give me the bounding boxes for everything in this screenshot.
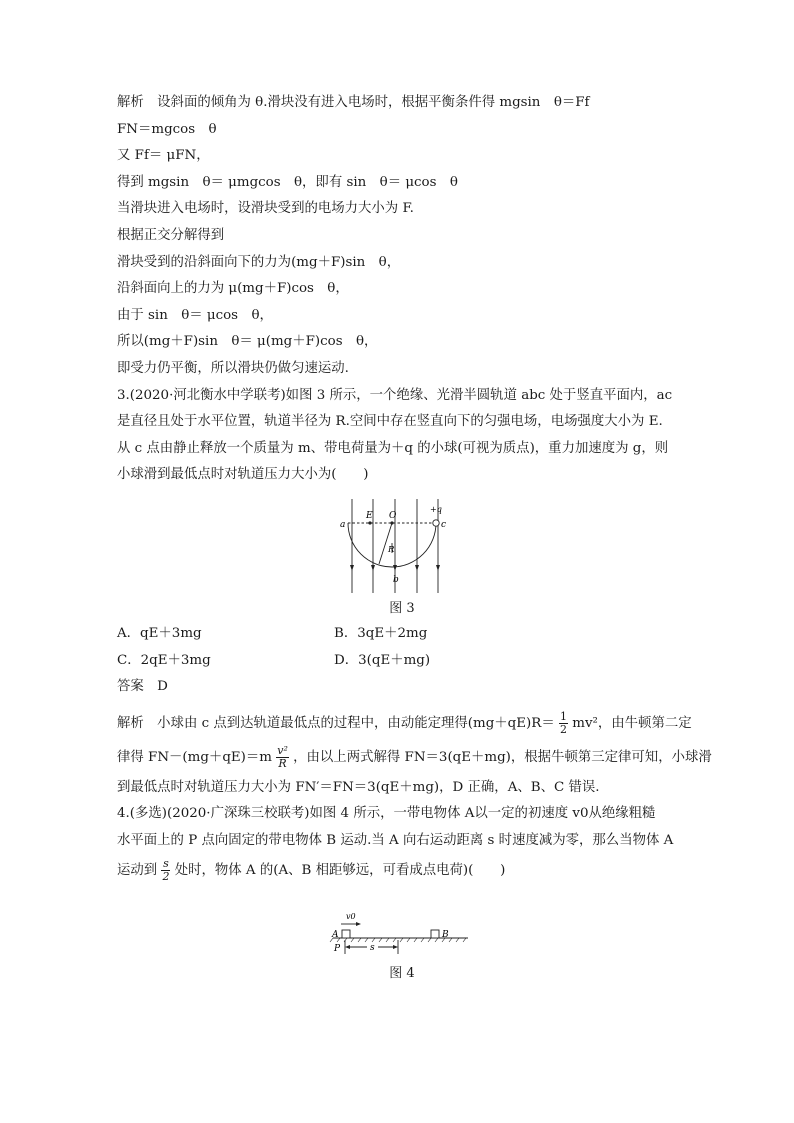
arrowhead bbox=[356, 922, 361, 926]
arrowhead bbox=[393, 945, 398, 949]
solution-line: FN＝mgcos θ bbox=[117, 121, 217, 137]
arrowhead bbox=[345, 945, 350, 949]
arrowhead bbox=[371, 565, 375, 571]
options-row-2 bbox=[117, 648, 687, 675]
fraction: $\frac{\text{v²}}{R}$ bbox=[277, 743, 288, 770]
radius-line bbox=[379, 523, 392, 564]
solution-line: 沿斜面向上的力为 μ(mg＋F)cos θ， bbox=[117, 281, 349, 297]
semicircle-track-diagram bbox=[337, 497, 447, 597]
solution-line: 滑块受到的沿斜面向下的力为(mg＋F)sin θ， bbox=[117, 254, 401, 270]
question-line: 3.(2020·河北衡水中学联考)如图 3 所示，一个绝缘、光滑半圆轨道 abc 处于竖直平面内，ac bbox=[117, 387, 673, 403]
label-q: +q bbox=[430, 504, 442, 514]
fraction: $\frac{1}{2}$ bbox=[559, 709, 567, 736]
point-e bbox=[368, 521, 371, 524]
solution-line: 得到 mgsin θ＝ μmgcos θ，即有 sin θ＝ μcos θ bbox=[117, 174, 458, 190]
option-d: D．3(qE＋mg) bbox=[334, 652, 431, 668]
solution-line: 当滑块进入电场时，设滑块受到的电场力大小为 F. bbox=[117, 201, 414, 217]
label-p: P bbox=[334, 944, 341, 955]
figure-3-caption: 图 3 bbox=[389, 600, 415, 616]
small-ball bbox=[433, 520, 439, 526]
solution-line: 由于 sin θ＝ μcos θ， bbox=[117, 307, 273, 323]
label-r: R bbox=[388, 544, 395, 555]
option-c: C．2qE＋3mg bbox=[117, 652, 211, 668]
object-a bbox=[342, 930, 350, 938]
page-content bbox=[117, 90, 712, 986]
solution-line: 即受力仍平衡，所以滑块仍做匀速运动. bbox=[117, 360, 349, 376]
solution-line: 律得 FN－(mg＋qE)＝m $\frac{\text{v²}}{R}$ ，由以上两式解得 FN＝3(qE＋mg)，根据牛顿第三定律可知，小球滑 bbox=[117, 743, 712, 770]
option-a: A．qE＋3mg bbox=[117, 625, 202, 641]
horizontal-surface-diagram bbox=[323, 894, 473, 962]
arrowhead bbox=[415, 565, 419, 571]
object-b bbox=[431, 930, 439, 938]
previous-solution bbox=[117, 90, 687, 383]
question-line: 从 c 点由静止释放一个质量为 m、带电荷量为＋q 的小球(可视为质点)，重力加速度为 g，则 bbox=[117, 440, 669, 456]
question-line: 运动到 $\frac{s}{2}$ 处时，物体 A 的(A、B 相距够远，可看成点电荷)( ) bbox=[117, 857, 506, 884]
label-a: a bbox=[340, 519, 346, 530]
label-e: E bbox=[366, 510, 373, 521]
label-a: A bbox=[332, 930, 339, 941]
question-line: 小球滑到最低点时对轨道压力大小为( ) bbox=[117, 467, 369, 483]
solution-line: 到最低点时对轨道压力大小为 FN′＝FN＝3(qE＋mg)，D 正确，A、B、C 错误. bbox=[117, 779, 600, 795]
fraction: $\frac{s}{2}$ bbox=[162, 857, 170, 884]
question-3 bbox=[117, 383, 712, 802]
label-b: b bbox=[393, 574, 399, 585]
question-line: 水平面上的 P 点向固定的带电物体 B 运动.当 A 向右运动距离 s 时速度减为零，那么当物体 A bbox=[117, 832, 674, 848]
answer-line: 答案 D bbox=[117, 679, 168, 695]
point-o bbox=[390, 521, 393, 524]
solution-line: 所以(mg＋F)sin θ＝ μ(mg＋F)cos θ， bbox=[117, 334, 378, 350]
label-o: O bbox=[389, 510, 397, 521]
arrowhead bbox=[436, 565, 440, 571]
question-line: 4.(多选)(2020·广深珠三校联考)如图 4 所示，一带电物体 A以一定的初速度 v0从绝缘粗糙 bbox=[117, 806, 656, 822]
figure-3 bbox=[117, 497, 687, 597]
figure-4 bbox=[117, 894, 687, 962]
figure-4-caption: 图 4 bbox=[389, 966, 415, 982]
arrowhead bbox=[393, 565, 397, 571]
label-c: c bbox=[441, 519, 447, 530]
solution-line: 根据正交分解得到 bbox=[117, 227, 225, 243]
arrowhead bbox=[350, 565, 354, 571]
label-b: B bbox=[442, 930, 449, 941]
question-4 bbox=[117, 801, 687, 986]
solution-line: 解析 设斜面的倾角为 θ.滑块没有进入电场时，根据平衡条件得 mgsin θ＝Ff bbox=[117, 95, 590, 110]
solution-line: 又 Ff＝ μFN， bbox=[117, 148, 210, 164]
solution-line: 解析 小球由 c 点到达轨道最低点的过程中，由动能定理得(mg＋qE)R＝ $\frac{1}{2}$ mv²，由牛顿第二定 bbox=[117, 709, 692, 736]
option-b: B．3qE＋2mg bbox=[334, 625, 428, 641]
label-v0: v0 bbox=[346, 912, 356, 922]
options-row-1 bbox=[117, 621, 687, 648]
question-line: 是直径且处于水平位置，轨道半径为 R.空间中存在竖直向下的匀强电场，电场强度大小为 E. bbox=[117, 414, 663, 430]
label-s: s bbox=[370, 943, 375, 954]
